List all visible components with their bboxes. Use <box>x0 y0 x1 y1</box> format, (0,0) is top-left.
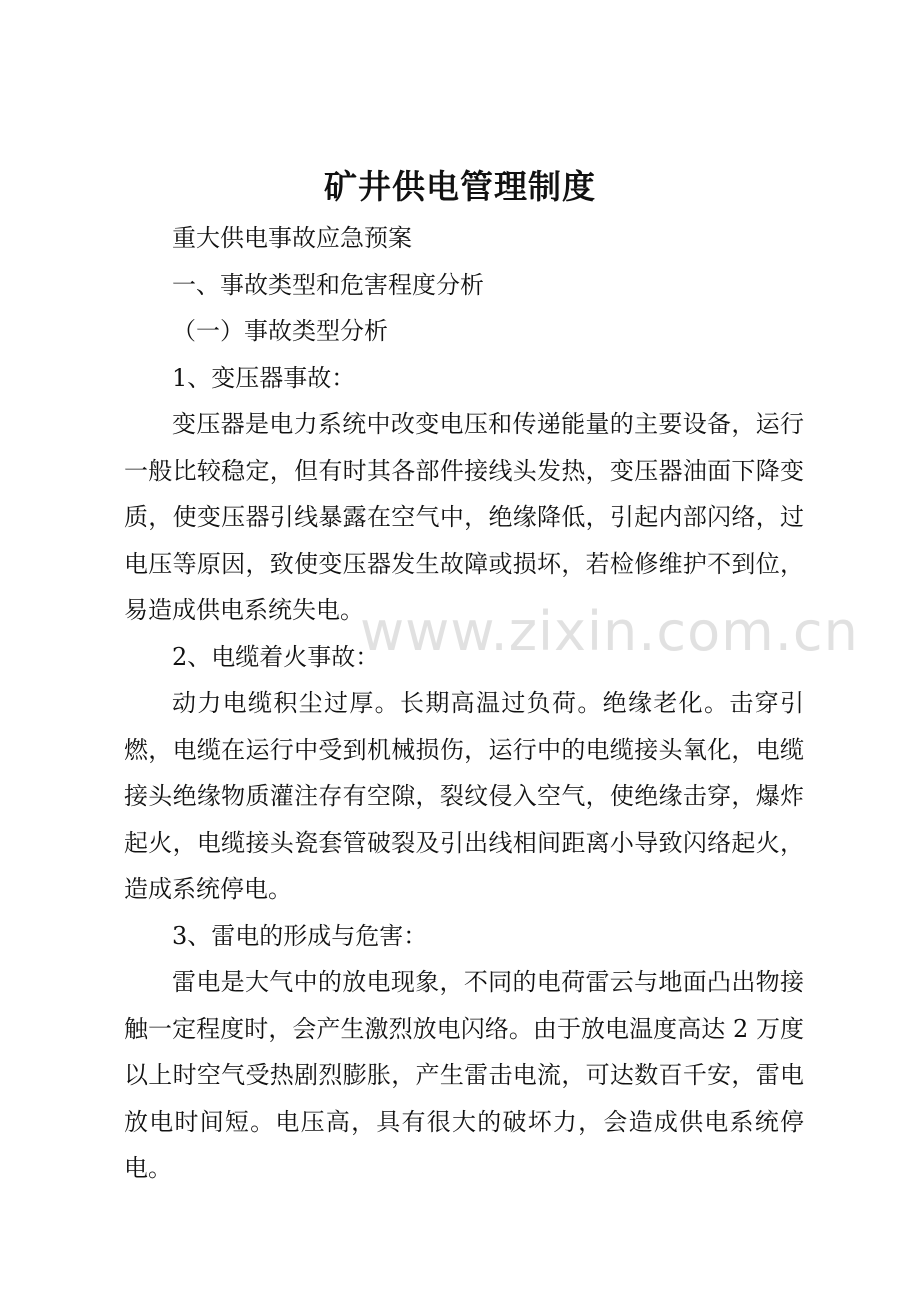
item-heading-3: 3、雷电的形成与危害： <box>172 921 428 950</box>
section-heading-1: 一、事故类型和危害程度分析 <box>172 270 484 299</box>
subtitle: 重大供电事故应急预案 <box>172 224 412 252</box>
watermark: www.zixin.com.cn <box>360 600 859 663</box>
document-body <box>124 215 804 1192</box>
item-paragraph-2: 动力电缆积尘过厚。长期高温过负荷。绝缘老化。击穿引燃，电缆在运行中受到机械损伤，运行中的电缆接头氧化，电缆接头绝缘物质灌注存有空隙，裂纹侵入空气，使绝缘击穿，爆炸起火，电缆接头瓷套管破裂及引出线相间距离小导致闪络起火，造成系统停电。 <box>124 689 804 903</box>
item-heading-2: 2、电缆着火事故： <box>172 642 380 671</box>
document-title: 矿井供电管理制度 <box>324 167 596 206</box>
item-paragraph-3: 雷电是大气中的放电现象，不同的电荷雷云与地面凸出物接触一定程度时，会产生激烈放电闪络。由于放电温度高达 2 万度以上时空气受热剧烈膨胀，产生雷击电流，可达数百千安，雷电放电时间短。电压高，具有很大的破坏力，会造成供电系统停电。 <box>124 968 804 1182</box>
subsection-heading-1: （一）事故类型分析 <box>172 317 388 345</box>
item-heading-1: 1、变压器事故： <box>172 363 356 392</box>
item-paragraph-1: 变压器是电力系统中改变电压和传递能量的主要设备，运行一般比较稳定，但有时其各部件接线头发热，变压器油面下降变质，使变压器引线暴露在空气中，绝缘降低，引起内部闪络，过电压等原因，致使变压器发生故障或损坏，若检修维护不到位，易造成供电系统失电。 <box>124 410 804 624</box>
